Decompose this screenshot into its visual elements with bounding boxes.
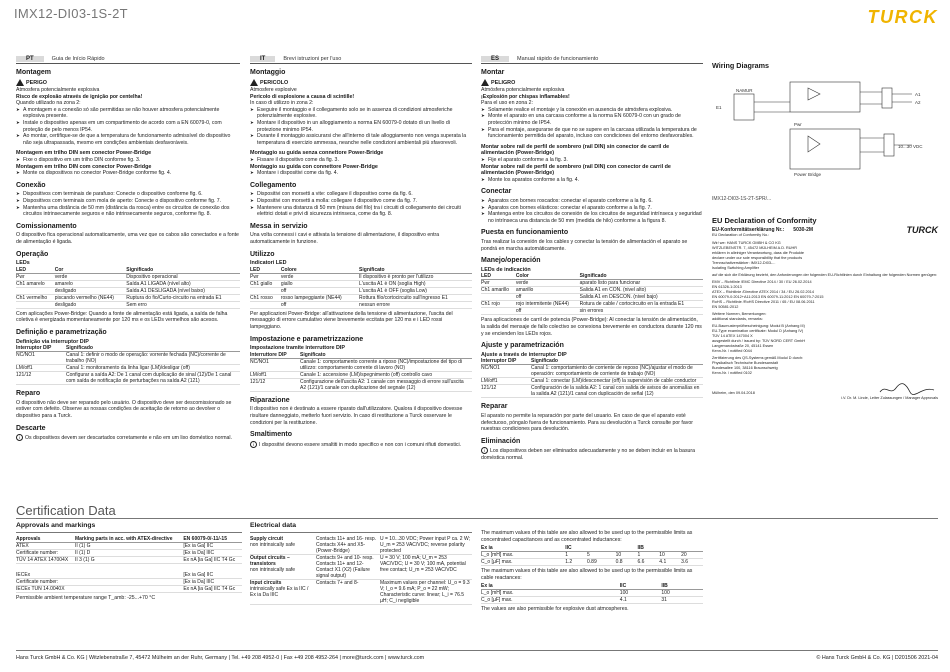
svg-text:10...30 VDC: 10...30 VDC [898, 144, 923, 149]
bullet-list [481, 107, 703, 140]
list-item: ➤ Mantenga entre los circuitos de conexión de los circuitos de seguridad intrínseca y seguridad no intrínseca una distancia de 50 mm (medida de hilo) conforme a la figura 8. [481, 211, 703, 224]
doc-line: Isolating Switching Amplifier [712, 266, 760, 270]
lang-code: IT [250, 56, 275, 63]
heading: Eliminación [481, 437, 521, 445]
doc-line: EMV – Richtlinie /EMC Directive 2014 / 30 / EU 26.02.2014 [712, 280, 812, 284]
table-row: C_o [µF] max. 4.1 31 [481, 597, 703, 604]
doc-line: RoHS – Richtlinie /RoHS Directive 2011 / 65 / EU 08.06.2011 [712, 300, 815, 304]
heading: Conectar [481, 188, 512, 196]
text: O dispositivo fica operacional automaticamente, uma vez que os cabos são conectados e a fonte de alimentação é ligada. [16, 232, 239, 245]
list-item: ➤ Fixe o dispositivo em um trilho DIN conforme fig. 3. [16, 157, 240, 164]
conformity-heading: EU Declaration of Conformity [712, 216, 817, 225]
dip-table: Interruttore DIP Significato NC/NO1 Canale 1: comportamento corrente a riposo (NC)/impostazione del tipo di utilizzo: comportamento corrente di lavoro (NO) LM/off1 Canale 1: accensione (LM)/spegnimento (off) controllo cavo 121/12 Configurazione dell'uscita A2: 1 canale con messaggio di errore sull'uscita A2 (121)/1 canale con duplicazione del segnale (12) [250, 352, 472, 392]
subheading: Montaggio su guida senza connettore Power-Bridge [250, 150, 384, 157]
approvals-heading: Approvals and markings [16, 523, 242, 533]
limits-table-2: Ex ia IIC IIB L_o [mH] max. 100 100 C_o [µF] max. 4.1 31 [481, 583, 703, 604]
doc-line: Langemarckstraße 20, 45141 Essen [712, 344, 774, 348]
column-it-tab [250, 55, 472, 64]
text: i Los dispositivos deben ser eliminados adecuadamente y no se deben incluir en la basura doméstica normal. [481, 448, 696, 461]
warning-label: PERIGO [16, 79, 240, 87]
table-row: Input circuits intrinsically safe Ex ia IIC / Ex ia Da IIIC Contacts 7+ and 8- Maximum values per channel: U_o = 9.3 V; I_o = 9.6 mA; P_o = 22 mW; Characteristic curve: linear; L_i = 76.5 µH; C_i negligible [250, 579, 472, 604]
text: Para aplicaciones de carril de potencia (Power-Bridge): Al conectar la tensión de alimentación, la salida del mensaje de fallo colectivo se conexiona brevemente en conductora durante 120 ms y se encienden los LEDs rojos. [481, 317, 702, 337]
doc-line: Wir/ we: HANS TURCK GMBH & CO KG [712, 241, 781, 245]
doc-subtitle: EU Declaration of Conformity No.: [712, 233, 770, 237]
warning-icon [481, 79, 489, 86]
heading: Montar [481, 69, 505, 76]
text: The maximum values of this table are also allowed to be used up to the permissible limits as cable reactances: [481, 568, 693, 581]
heading: Montagem [16, 69, 51, 76]
bullet-list [16, 107, 240, 147]
list-item: ➤ Monte los aparatos conforme a la fig. 4. [481, 177, 703, 184]
approvals-table: Approvals Marking parts in acc. with ATEX-directive EN 60079-0/-11/-15 ATEX II (1) G [Ex ia Ga] IIC Certificate number: II (1) D [Ex ia Da] IIIC TÜV 14 ATEX 147004X II 3 (1) G Ex nA [ia Ga] IIC T4 Gc IECEx [Ex ia Ga] IIC Certificate number: [Ex ia Da] IIIC IECEx TUN 14.0040X Ex nA [ia Ga] IIC T4 Gc [16, 536, 242, 593]
table-row: IECEx TUN 14.0040X Ex nA [ia Ga] IIC T4 Gc [16, 585, 242, 592]
heading: Collegamento [250, 181, 297, 189]
column-es-tab [481, 55, 703, 64]
doc-line: Bundesallee 100, 38116 Braunschweig [712, 366, 778, 370]
dip-table: Interruptor DIP Significado NC/NO1 Canal 1: comportamiento de corriente de reposo (NC)/ajustar el modo de operación: comportamiento de corriente de trabajo (NO) LM/off1 Canal 1: conectar (LM)/desconectar (off) la supervisión de cable conductor 121/12 Configuración de la salida A2: 1 canal con salida de avisos de anomalías en la salida A2 (121)/1 canal con duplicación de señal (12) [481, 358, 703, 398]
svg-text:NAMUR: NAMUR [736, 88, 753, 93]
wiring-title: Wiring Diagrams [712, 61, 770, 70]
bullet-list [16, 170, 240, 177]
list-item: ➤ Montare i dispositivi come da fig. 4. [250, 170, 472, 177]
dip-table: Interruptor DIP Significado NC/NO1 Canal 1: definir o modo de operação: vorrente fechada (NC)/corrente de trabalho (NO) LM/off1 Canal 1: monitoramento da linha ligar (LM)/desligar (off) 121/12 Configurar a saída A2: De 1 canal com duplicação de sinal (12)/De 1 canal com saída de notificação de perturbações na saída A2 (121) [16, 345, 240, 385]
subheading: Montagem em trilho DIN sem conector Power-Bridge [16, 150, 152, 157]
led-table: LED Color Significado Pwr verde aparato listo para funcionar Ch1 amarillo amarillo Salida A1 en CON. (nivel alto) off Salida A1 en DESCON. (nivel bajo) Ch1 rojo rojo intermitente (NE44) Rotura de cable / cortocircuito en la entrada E1 off sin errores [481, 273, 703, 315]
subheading: LEDs [16, 260, 30, 267]
wiring-caption: IMX12-DI03-1S-2T-SPR/... [712, 196, 772, 202]
doc-line: Kenn-Nr. / notified 0044 [712, 349, 752, 353]
divider [16, 650, 938, 651]
text: Pericolo di esplosione a causa di scintille! [250, 93, 355, 100]
heading: Utilizzo [250, 250, 275, 258]
table-row: Pwr verde aparato listo para funcionar [481, 280, 703, 287]
lang-code: PT [16, 56, 44, 63]
heading: Conexão [16, 181, 46, 189]
led-table: LED Colore Significato Pwr verde Il dispositivo è pronto per l'utilizzo Ch1 giallo giallo L'uscita A1 è ON (soglia High) off L'uscita A1 è OFF (soglia Low) Ch1 rosso rosso lampeggiante (NE44) Rottura filo/cortocircuito sull'ingresso E1 off nessun errore [250, 267, 472, 309]
column-it [250, 55, 472, 475]
table-row: L_o [mH] max. 100 100 [481, 590, 703, 597]
doc-line: EN 50581:2012 [712, 305, 739, 309]
svg-text:A1: A1 [915, 92, 921, 97]
heading: Puesta en funcionamiento [481, 229, 569, 237]
doc-line: Zertifizierung des QS-Systems gemäß Modul D durch: [712, 356, 804, 360]
table-row: ATEX II (1) G [Ex ia Ga] IIC [16, 542, 242, 549]
electrical-heading: Electrical data [250, 523, 472, 533]
list-item: ➤ A montagem e a conexão só são permitidas se não houver atmosfera potencialmente explosiva presente. [16, 107, 240, 120]
doc-line: ATEX – Richtlinie /Directive ATEX 2014 / 34 / EU 26.02.2014 [712, 290, 815, 294]
subheading: Indicatori LED [250, 260, 287, 267]
electrical-table [250, 536, 472, 605]
text: i I dispositivi devono essere smaltiti in modo specifico e non con i comuni rifiuti domestici. [250, 441, 472, 448]
subheading: Ajuste a través de interruptor DIP [481, 351, 567, 358]
doc-line: Kenn-Nr. / notified 0102 [712, 371, 752, 375]
heading: Smaltimento [250, 431, 293, 439]
table-row: Output circuits – transistors non intrinsically safe Contacts 9+ and 10- resp. Contacts 11+ and 12- Contact X1 (X2) (Failure signal output) U = 30 V; 100 mA; U_m = 253 VAC/VDC; U = 30 V; 100 mA, potential free contact; U_m = 253 VAC/VDC [250, 554, 472, 579]
electrical-box [250, 523, 472, 605]
approvals-box [16, 523, 242, 601]
table-row: NC/NO1 Canale 1: comportamento corrente a riposo (NC)/impostazione del tipo di utilizzo: comportamento corrente di lavoro (NO) [250, 358, 472, 371]
svg-text:Pwr: Pwr [794, 122, 802, 127]
table-row: off sin errores [481, 308, 703, 315]
footer-right: © Hans Turck GmbH & Co. KG | D201506 2021-04 [816, 655, 938, 661]
heading: Impostazione e parametrizzazione [250, 335, 364, 343]
doc-line: EU-Baumusterprüfbescheinigung: Modul B (Anhang III) [712, 324, 805, 328]
doc-line: Trennschaltverstärker: IMX12-DI03-... [712, 261, 776, 265]
heading: Riparazione [250, 396, 290, 404]
list-item: ➤ Durante il montaggio assicurarsi che all'interno di tale alloggiamento non venga superata la temperatura di esercizio ammessa, neanche nelle condizioni ambientali più sfavorevoli. [250, 133, 472, 146]
wiring-diagram [712, 74, 938, 184]
table-header: Cor [55, 267, 127, 274]
text: Para el uso en zona 2: [481, 100, 533, 107]
table-row: Supply circuit non intrinsically safe Contacts 11+ and 16- resp. Contacts X4+ and X5- (Power-Bridge) U = 10...30 VDC; Power input P ca. 2 W; U_m = 253 VAC/VDC; reverse polarity protected [250, 535, 470, 554]
product-title: IMX12-DI03-1S-2T [14, 6, 128, 21]
text: Una volta connessi i cavi e attivata la tensione di alimentazione, il dispositivo entra automaticamente in funzione. [250, 232, 440, 245]
table-row: 121/12 Configurazione dell'uscita A2: 1 canale con messaggio di errore sull'uscita A2 (121)/1 canale con duplicazione del segnale (12) [250, 378, 472, 391]
table-row: NC/NO1 Canal 1: definir o modo de operação: vorrente fechada (NC)/corrente de trabalho (NO) [16, 352, 240, 365]
bullet-list [481, 157, 703, 164]
subheading: LEDs de indicación [481, 266, 531, 273]
doc-line: Physikalisch Technische Bundesanstalt [712, 361, 778, 365]
turck-logo: TURCK [867, 7, 938, 27]
subheading: Impostazione tramite interruttore DIP [250, 345, 345, 352]
svg-text:Power Bridge: Power Bridge [794, 172, 822, 177]
list-item: ➤ Fissare il dispositivo come da fig. 3. [250, 157, 472, 164]
text: O dispositivo não deve ser reparado pelo usuário. O dispositivo deve ser descomissionado se estiver com defeito. Observe as nossas condições de aceitação de retorno ao devolver o dispositivo para a Turck. [16, 399, 232, 419]
doc-line: additional standards, remarks: [712, 317, 763, 321]
table-row: off Salida A1 en DESCON. (nivel bajo) [481, 294, 703, 301]
bullet-list [250, 107, 472, 147]
list-item: ➤ Para el montaje, asegurarse de que no se supere en la carcasa utilizada la temperatura de funcionamiento permitida del aparato, incluso con condiciones del entorno desfavorables. [481, 127, 703, 140]
table-row: TÜV 14 ATEX 147004X II 3 (1) G Ex nA [ia Ga] IIC T4 Gc [16, 556, 242, 563]
svg-text:E1: E1 [716, 105, 722, 110]
text: ¡Explosión por chispas inflamables! [481, 93, 570, 100]
warning-label: PELIGRO [481, 79, 703, 87]
column-es [481, 55, 703, 475]
signature-icon [878, 382, 938, 396]
bullet-list [16, 157, 240, 164]
doc-title: EU-Konformitätserklärung Nr.: [712, 227, 785, 233]
column-pt-tab [16, 55, 240, 64]
text: Com aplicações Power-Bridge: Quando a fonte de alimentação está ligada, a saída de falha coletiva é energizada momentaneamente por 120 ms e os LEDs vermelhos são acesos. [16, 310, 228, 324]
table-row: Ch1 amarillo amarillo Salida A1 en CON. (nivel alto) [481, 287, 703, 294]
text: Atmosfera potencialmente explosiva [16, 87, 100, 94]
lang-subtitle: Brevi istruzioni per l'uso [283, 55, 342, 62]
doc-date: Mülheim, den 09.04.2018 [712, 391, 755, 395]
led-table [16, 267, 240, 309]
doc-line: ausgestellt durch / issued by: TÜV NORD CERT GmbH [712, 339, 806, 343]
list-item: ➤ Monte os dispositivos no conector Power-Bridge conforme fig. 4. [16, 170, 240, 177]
subheading: Montagem em trilho DIN com conector Power-Bridge [16, 163, 152, 170]
heading: Reparo [16, 390, 41, 398]
table-row: off nessun errore [250, 301, 472, 308]
conformity-document [712, 225, 938, 456]
table-row: desligado Sem erro [16, 301, 240, 308]
list-item: ➤ Ao montar, certifique-se de que a temperatura de funcionamento admissível do dispositivo não seja ultrapassada, mesmo em condições ambientais desfavoráveis. [16, 133, 240, 146]
list-item: ➤ Dispositivos com terminais com mola de aperto: Conecte o dispositivo conforme fig. 7. [16, 198, 240, 205]
table-row: Ch1 vermelho piscando vermelho (NE44) Ruptura do fio/Curto-circuito na entrada E1 [16, 294, 240, 301]
table-row: LM/off1 Canale 1: accensione (LM)/spegnimento (off) controllo cavo [250, 371, 472, 378]
doc-number: 5030-2M [793, 227, 814, 233]
doc-line: EN 61326-1:2013 [712, 285, 742, 289]
table-row: C_o [µF] max. 1.2 0.89 0.8 6.6 4.1 3.6 [481, 559, 703, 566]
bullet-list [481, 198, 703, 224]
lang-code: ES [481, 56, 509, 63]
turck-logo: TURCK [906, 225, 938, 235]
info-icon: i [16, 434, 23, 441]
list-item: ➤ Monte el aparato en una carcasa conforme a la norma EN 60079-0 con un grado de protección mínimo de IP54. [481, 113, 703, 126]
table-row: L_o [mH] max. 1 5 10 1 10 20 [481, 552, 703, 559]
doc-line: TÜV 14 ATEX 147004 X [712, 334, 753, 338]
temp-range: Permissible ambient temperature range T_amb: -25...+70 °C [16, 594, 156, 601]
list-item: ➤ Instale o dispositivo apenas em um compartimento de acordo com a EN 60079-0, com proteção de pelo menos IP54. [16, 120, 240, 133]
subheading: Montaggio su guida con connettore Power-Bridge [250, 163, 378, 170]
heading: Operação [16, 250, 49, 258]
list-item: ➤ Solamente realice el montaje y la conexión en ausencia de atmósfera explosiva. [481, 107, 703, 114]
svg-text:A2: A2 [915, 100, 921, 105]
lang-subtitle: Manual rápido de funcionamiento [517, 55, 599, 62]
heading: Reparar [481, 403, 508, 411]
list-item: ➤ Eseguire il montaggio e il collegamento solo se in assenza di condizioni atmosferiche potenzialmente esplosive. [250, 107, 472, 120]
text: Tras realizar la conexión de los cables y conectar la tensión de alimentación el aparato se pondrá en marcha automáticamente. [481, 238, 688, 252]
table-row: 121/12 Configuración de la salida A2: 1 canal con salida de avisos de anomalías en la salida A2 (121)/1 canal con duplicación de señal (12) [481, 385, 703, 398]
list-item: ➤ Aparatos con bornes elásticos: conectar el aparato conforme a la fig. 7. [481, 205, 703, 212]
warning-icon [250, 79, 258, 86]
warning-label: PERICOLO [250, 79, 472, 87]
doc-line: auf die sich die Erklärung bezieht, den Anforderungen der folgenden EU-Richtlinien durch Einhaltung der folgenden Normen genügen: [712, 273, 938, 277]
list-item: ➤ Dispositivi con morsetti a vite: collegare il dispositivo come da fig. 6. [250, 191, 472, 198]
table-row: LM/off1 Canal 1: monitoramento da linha ligar (LM)/desligar (off) [16, 365, 240, 372]
heading: Ajuste y parametrización [481, 342, 564, 350]
table-row: Certificate number: [Ex ia Da] IIIC [16, 578, 242, 585]
list-item: ➤ Fije el aparato conforme a la fig. 3. [481, 157, 703, 164]
list-item: ➤ Aparatos con bornes roscados: conectar el aparato conforme a la fig. 6. [481, 198, 703, 205]
table-header: LED [16, 267, 55, 274]
heading: Montaggio [250, 69, 286, 76]
text: The maximum values of this table are also allowed to be used up to the permissible limits as concentrated capacitances and as concentrated inductances: [481, 530, 693, 543]
text: i Os dispositivos devem ser descartados corretamente e não em um lixo doméstico normal. [16, 434, 240, 441]
table-row: Pwr verde Dispositivo operacional [16, 273, 240, 280]
list-item: ➤ Mantenere una distanza di 50 mm (misura del filo) tra i circuiti di collegamento dei circuiti elettrici dotati e privi di sicurezza intrinseca, come da fig. 8. [250, 205, 472, 218]
text: Per applicazioni Power-Bridge: all'attivazione della tensione di alimentazione, l'uscita del messaggio di errore cumulativo viene brevemente eccitata per 120 ms e i LED rossi lampeggiano. [250, 310, 453, 330]
text: In caso di utilizzo in zona 2: [250, 100, 314, 107]
doc-line: EN 60079-0:2012+A11:2013 EN 60079-11:2012 EN 60079-7:2015 [712, 295, 824, 299]
list-item: ➤ Dispositivos com terminais de parafuso: Conecte o dispositivo conforme fig. 6. [16, 191, 240, 198]
bullet-list [250, 170, 472, 177]
info-icon: i [481, 447, 488, 454]
heading: Definição e parametrização [16, 328, 107, 336]
heading: Descarte [16, 424, 46, 432]
text: The values are also permissible for explosive dust atmospheres. [481, 606, 629, 612]
table-row: LM/off1 Canal 1: conectar (LM)/desconectar (off) la supervisión de cable conductor [481, 378, 703, 385]
text: El aparato no permite la reparación por parte del usuario. En caso de que el aparato esté defectuoso, póngalo fuera de funcionamiento. Para su devolución a Turck consulte por favor nuestras condiciones para devolución. [481, 412, 693, 433]
list-item: ➤ Montare il dispositivo in un alloggiamento a norma EN 60079-0 dotato di un livello di protezione minimo IP54. [250, 120, 472, 133]
list-item: ➤ Dispositivi con morsetti a molla: collegare il dispositivo come da fig. 7. [250, 198, 472, 205]
subheading: Definição via interruptor DIP [16, 338, 89, 345]
list-item: ➤ Mantenha uma distância de 50 mm (distância da rosca) entre os circuitos de conexão dos circuitos intrinsecamente seguros e não intrinsecamente seguros, conforme fig. 8. [16, 205, 240, 218]
cert-title: Certification Data [16, 503, 116, 518]
table-row: 121/12 Configurar a saída A2: De 1 canal com duplicação de sinal (12)/De 1 canal com saída de notificação de perturbações na saída A2 (121) [16, 372, 240, 385]
doc-line: erklären in alleiniger Verantwortung, dass die Produkte [712, 251, 805, 255]
column-pt [16, 55, 240, 475]
heading: Messa in servizio [250, 222, 308, 230]
warning-icon [16, 79, 24, 86]
info-icon: i [250, 441, 257, 448]
table-row: Ch1 giallo giallo L'uscita A1 è ON (soglia High) [250, 280, 472, 287]
subheading: Montar sobre rail de perfil de sombrero (rail DIN) con conector de carril de alimentación (Power-Bridge) [481, 163, 671, 177]
table-row: Pwr verde Il dispositivo è pronto per l'utilizzo [250, 273, 472, 280]
bullet-list [250, 157, 472, 164]
table-row: IECEx [Ex ia Ga] IIC [16, 563, 242, 578]
heading: Comissionamento [16, 222, 77, 230]
doc-line: declare under our sole responsibility that the products [712, 256, 803, 260]
table-row: Certificate number: II (1) D [Ex ia Da] IIIC [16, 549, 242, 556]
text: Risco de explosão através de ignição por centelha! [16, 93, 143, 100]
table-row: NC/NO1 Canal 1: comportamiento de corriente de reposo (NC)/ajustar el modo de operación: comportamiento de corriente de trabajo (NO) [481, 365, 703, 378]
doc-line: WITZLEBENSTR. 7, 45472 MÜLHEIM A.D. RUHR [712, 246, 798, 250]
table-row: Ch1 rojo rojo intermitente (NE44) Rotura de cable / cortocircuito en la entrada E1 [481, 301, 703, 308]
text: Il dispositivo non è destinato a essere riparato dall'utilizzatore. Qualora il dispositivo dovesse risultare danneggiato, metterlo fuori servizio. In caso di restituzione a Turck osservare le condizioni per la restituzione. [250, 406, 463, 426]
limits-table-1: Ex ia IIC IIB L_o [mH] max. 1 5 10 1 10 20 C_o [µF] max. 1.2 0.89 0.8 6.6 4.1 3.6 [481, 545, 703, 566]
limits-box [481, 530, 703, 613]
heading: Manejo/operación [481, 257, 541, 265]
table-row: Ch1 amarelo amarelo Saída A1 LIGADA (nível alto) [16, 280, 240, 287]
doc-line: EU-Type examination certificate: Modul D (Anhang IV) [712, 329, 804, 333]
table-row: off L'uscita A1 è OFF (soglia Low) [250, 287, 472, 294]
text: Atmosfere esplosive [250, 87, 297, 94]
table-row: desligado Saída A1 DESLIGADA (nível baixo) [16, 287, 240, 294]
lang-subtitle: Guia de Início Rápido [51, 55, 105, 62]
table-header: Significado [126, 267, 240, 274]
text: Atmósfera potencialmente explosiva [481, 87, 565, 94]
doc-line: Weitere Normen, Bemerkungen: [712, 312, 767, 316]
bullet-list [481, 177, 703, 184]
table-row: Ch1 rosso rosso lampeggiante (NE44) Rottura filo/cortocircuito sull'ingresso E1 [250, 294, 472, 301]
footer-left: Hans Turck GmbH & Co. KG | Witzlebenstraße 7, 45472 Mülheim an der Ruhr, Germany | Tel. +49 208 4952-0 | Fax +49 208 4952-264 | more@turck.com | www.turck.com [16, 655, 425, 661]
divider [16, 518, 938, 519]
doc-signatory: i.V. Dr. M. Linde, Leiter Zulassungen / Manager Approvals [841, 396, 938, 400]
subheading: Montar sobre rail de perfil de sombrero (rail DIN) sin conector de carril de alimentación (Power-Bridge) [481, 143, 670, 157]
text: Quando utilizado na zona 2: [16, 100, 81, 107]
bullet-list [250, 191, 472, 217]
bullet-list [16, 191, 240, 217]
